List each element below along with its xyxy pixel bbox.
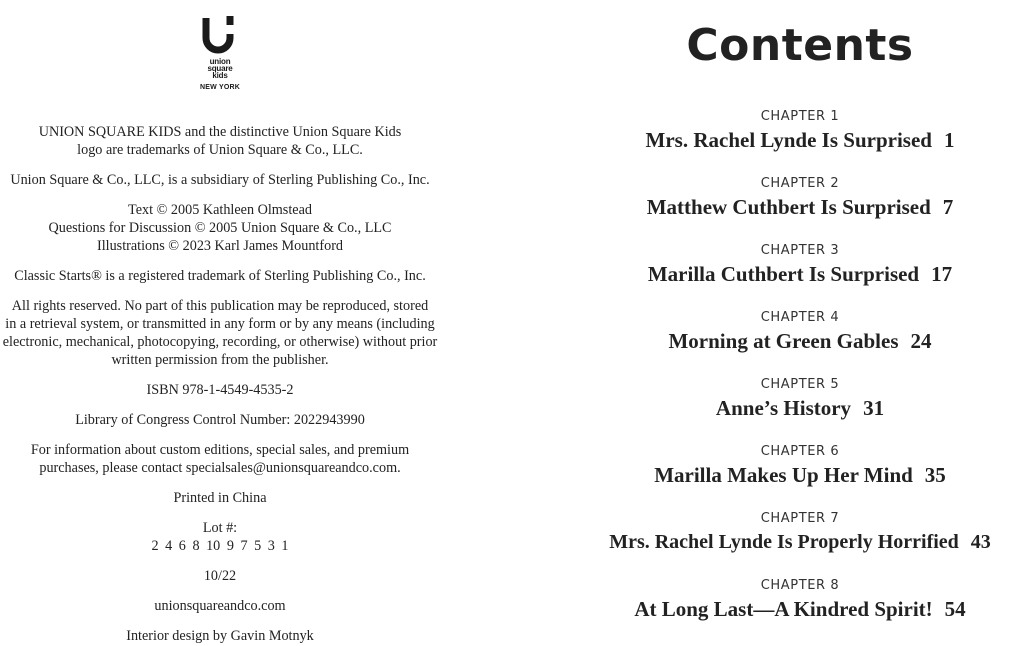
chapter-title: Marilla Makes Up Her Mind — [654, 463, 913, 487]
date-code-line: 10/22 — [203, 568, 237, 584]
chapter-entry-7[interactable] — [580, 510, 1020, 556]
isbn — [0, 381, 440, 399]
chapter-page-number: 1 — [943, 128, 955, 152]
chapter-entry-3[interactable] — [580, 242, 1020, 288]
chapter-page-number: 43 — [970, 531, 991, 553]
chapter-page-number: 35 — [924, 463, 946, 487]
interior-design-line: Interior design by Gavin Motnyk — [126, 628, 314, 644]
chapter-page-number: 7 — [942, 195, 954, 219]
chapter-label: CHAPTER 4 — [760, 310, 840, 325]
chapter-title: Mrs. Rachel Lynde Is Properly Horrified — [609, 531, 959, 553]
chapter-entry-1[interactable] — [580, 108, 1020, 154]
trademark-notice — [0, 123, 440, 159]
classic-starts-notice — [0, 267, 440, 285]
questions-credit: Questions for Discussion © 2005 Union Square & Co., LLC — [48, 220, 392, 236]
contents-title: Contents — [686, 20, 914, 71]
subsidiary-notice — [0, 171, 440, 189]
sales-info-line: For information about custom editions, special sales, and premium — [30, 442, 410, 458]
text-credit: Text © 2005 Kathleen Olmstead — [128, 202, 312, 218]
rights-line: electronic, mechanical, photocopying, recording, or otherwise) without prior — [2, 334, 438, 350]
classic-starts-line: Classic Starts® is a registered trademark of Sterling Publishing Co., Inc. — [14, 268, 426, 284]
illustrations-credit: Illustrations © 2023 Karl James Mountford — [96, 238, 344, 254]
chapter-entry-2[interactable] — [580, 175, 1020, 221]
chapter-entry-5[interactable] — [580, 376, 1020, 422]
loc-line: Library of Congress Control Number: 2022943990 — [75, 412, 365, 428]
publisher-logo — [195, 14, 245, 104]
chapter-entry-6[interactable] — [580, 443, 1020, 489]
logo-word-kids: kids — [212, 71, 228, 80]
chapter-title-line — [580, 260, 1020, 288]
chapter-page-number: 31 — [863, 396, 885, 420]
loc-number — [0, 411, 440, 429]
lot-numbers: 2 4 6 8 10 9 7 5 3 1 — [151, 538, 289, 554]
chapter-page-number: 24 — [910, 329, 932, 353]
rights-line: All rights reserved. No part of this publication may be reproduced, stored — [11, 298, 429, 314]
website-line: unionsquareandco.com — [154, 598, 286, 614]
chapter-label: CHAPTER 7 — [760, 511, 840, 526]
union-square-u-icon — [200, 14, 240, 58]
chapter-title-line — [580, 461, 1020, 489]
chapter-label: CHAPTER 3 — [760, 243, 840, 258]
date-code — [0, 567, 440, 585]
chapter-title: At Long Last—A Kindred Spirit! — [634, 597, 933, 621]
chapter-title: Marilla Cuthbert Is Surprised — [647, 262, 920, 286]
logo-city: NEW YORK — [200, 84, 240, 91]
chapter-label: CHAPTER 6 — [760, 444, 840, 459]
chapter-title-line — [580, 394, 1020, 422]
chapter-label: CHAPTER 2 — [760, 176, 840, 191]
credits-block — [0, 201, 440, 255]
chapter-title: Anne’s History — [715, 396, 852, 420]
lot-block — [0, 519, 440, 555]
chapter-page-number: 17 — [931, 262, 953, 286]
chapter-entry-8[interactable] — [580, 577, 1020, 623]
chapter-label: CHAPTER 5 — [760, 377, 840, 392]
chapter-title-line — [580, 193, 1020, 221]
trademark-line: logo are trademarks of Union Square & Co., LLC. — [77, 142, 363, 158]
chapter-title: Mrs. Rachel Lynde Is Surprised — [645, 128, 932, 152]
chapter-label: CHAPTER 1 — [760, 109, 840, 124]
lot-label: Lot #: — [202, 520, 238, 536]
sales-info-line: purchases, please contact specialsales@unionsquareandco.com. — [39, 460, 401, 476]
chapter-page-number: 54 — [944, 597, 966, 621]
trademark-line: UNION SQUARE KIDS and the distinctive Union Square Kids — [38, 124, 402, 140]
printed-in — [0, 489, 440, 507]
isbn-line: ISBN 978-1-4549-4535-2 — [146, 382, 294, 398]
chapter-title-line — [580, 126, 1020, 154]
rights-line: written permission from the publisher. — [111, 352, 329, 368]
chapter-title: Matthew Cuthbert Is Surprised — [646, 195, 931, 219]
interior-design-credit — [0, 627, 440, 645]
printed-line: Printed in China — [173, 490, 267, 506]
chapter-title: Morning at Green Gables — [668, 329, 899, 353]
chapter-title-line — [580, 327, 1020, 355]
contents-page — [580, 0, 1020, 646]
copyright-page — [0, 0, 440, 646]
chapter-title-line — [580, 595, 1020, 623]
rights-notice — [0, 297, 440, 369]
subsidiary-line: Union Square & Co., LLC, is a subsidiary of Sterling Publishing Co., Inc. — [10, 172, 430, 188]
chapter-entry-4[interactable] — [580, 309, 1020, 355]
sales-info — [0, 441, 440, 477]
chapter-label: CHAPTER 8 — [760, 578, 840, 593]
website — [0, 597, 440, 615]
rights-line: in a retrieval system, or transmitted in any form or by any means (including — [5, 316, 435, 332]
logo-word-union: union — [209, 57, 231, 66]
chapter-title-line — [580, 528, 1020, 556]
logo-word-square: square — [207, 64, 233, 73]
